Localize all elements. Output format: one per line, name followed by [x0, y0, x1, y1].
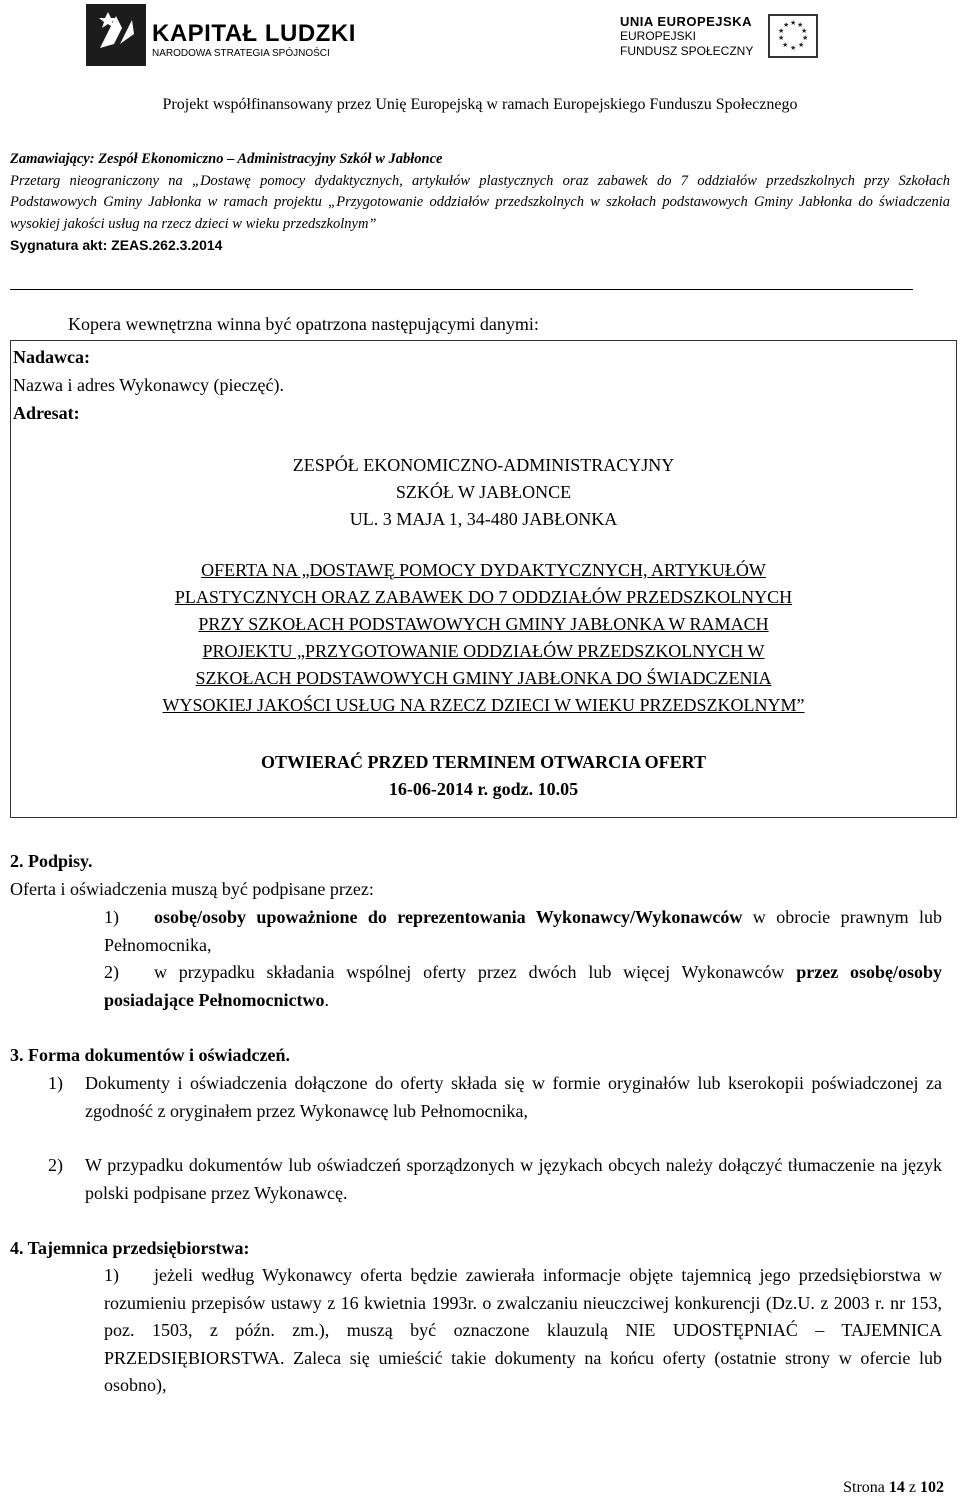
section-4-item-1-text: jeżeli według Wykonawcy oferta będzie zawierała informacje objęte tajemnicą jego przedsiębiorstwa w rozumieniu przepisów ustawy z 16 kwietnia 1993r. o zwalczaniu nieuczciwej konkurencji (Dz.U. z 2003 r. nr 153, poz. 1503, z późn. zm.), muszą być oznaczone klauzulą NIE UDOSTĘPNIAĆ – TAJEMNICA PRZEDSIĘBIORSTWA. Zaleca się umieścić takie dokumenty na końcu oferty (ostatnie strony w ofercie lub osobno),	[104, 1265, 942, 1395]
section-2-item-1-text: w obrocie prawnym lub Pełnomocnika,	[104, 907, 942, 955]
section-2-item-1	[104, 904, 942, 959]
project-funding-line: Projekt współfinansowany przez Unię Europejską w ramach Europejskiego Funduszu Społecznego	[162, 96, 798, 113]
section-3-item-2-text: W przypadku dokumentów lub oświadczeń sporządzonych w językach obcych należy dołączyć tłumaczenie na język polski podpisane przez Wykonawcę.	[85, 1155, 942, 1203]
section-4-item-1-number: 1)	[104, 1265, 119, 1285]
address-line-1: ZESPÓŁ EKONOMICZNO-ADMINISTRACYJNY	[292, 455, 675, 475]
offer-title-line-3: PRZY SZKOŁACH PODSTAWOWYCH GMINY JABŁONKA W RAMACH	[198, 614, 769, 634]
offer-title-line-1: OFERTA NA „DOSTAWĘ POMOCY DYDAKTYCZNYCH, ARTYKUŁÓW	[201, 560, 766, 580]
adresat-label: Adresat:	[13, 403, 80, 423]
header-divider	[10, 289, 913, 290]
svg-text:★: ★	[790, 44, 797, 52]
svg-text:★: ★	[801, 27, 808, 35]
footer-page-total: 102	[920, 1479, 944, 1496]
sygnatura-line: Sygnatura akt: ZEAS.262.3.2014	[10, 237, 223, 253]
footer-page-number: 14	[888, 1479, 905, 1496]
section-2-intro: Oferta i oświadczenia muszą być podpisane przez:	[10, 879, 374, 899]
przetarg-description: Przetarg nieograniczony na „Dostawę pomocy dydaktycznych, artykułów plastycznych oraz zabawek do 7 oddziałów przedszkolnych przy Szkołach Podstawowych Gminy Jabłonka w ramach projektu „Przygotowanie oddziałów przedszkolnych w szkołach podstawowych Gminy Jabłonka do świadczenia wysokiej jakości usług na rzecz dzieci w wieku przedszkolnym”	[10, 172, 950, 232]
section-2-item-2-number: 2)	[104, 962, 119, 982]
section-4-item-1	[104, 1262, 942, 1400]
kapital-ludzki-logo	[86, 4, 356, 66]
nadawca-value: Nazwa i adres Wykonawcy (pieczęć).	[13, 375, 284, 395]
envelope-label-box	[10, 340, 957, 818]
page-footer	[843, 1479, 944, 1497]
section-3-heading: 3. Forma dokumentów i oświadczeń.	[10, 1045, 290, 1065]
svg-text:★: ★	[782, 41, 789, 49]
svg-text:★: ★	[778, 27, 785, 35]
svg-text:★: ★	[778, 34, 785, 42]
kapital-ludzki-emblem-icon	[86, 4, 146, 66]
svg-text:★: ★	[802, 34, 809, 42]
section-2-item-2-text: w przypadku składania wspólnej oferty przez dwóch lub więcej Wykonawców	[154, 962, 797, 982]
opening-date: 16-06-2014 r. godz. 10.05	[388, 779, 579, 799]
address-line-2: SZKÓŁ W JABŁONCE	[395, 482, 572, 502]
section-3-item-1	[48, 1070, 942, 1125]
svg-text:★: ★	[797, 21, 804, 29]
svg-text:★: ★	[798, 41, 805, 49]
eu-logo	[620, 10, 840, 68]
section-2-item-1-number: 1)	[104, 907, 119, 927]
kapital-ludzki-subtitle: NARODOWA STRATEGIA SPÓJNOŚCI	[152, 48, 330, 59]
kapital-ludzki-title: KAPITAŁ LUDZKI	[152, 20, 356, 47]
eu-logo-line2: EUROPEJSKI	[620, 29, 697, 43]
section-2-item-1-bold: osobę/osoby upoważnione do reprezentowania Wykonawcy/Wykonawców	[154, 907, 743, 927]
eu-flag-icon	[768, 14, 818, 58]
svg-text:★: ★	[790, 19, 797, 27]
envelope-lead-text: Kopera wewnętrzna winna być opatrzona następującymi danymi:	[68, 314, 539, 334]
section-3-item-1-number: 1)	[48, 1073, 63, 1093]
offer-title-line-4: PROJEKTU „PRZYGOTOWANIE ODDZIAŁÓW PRZEDSZKOLNYCH W	[202, 641, 765, 661]
svg-text:★: ★	[783, 21, 790, 29]
section-3-item-1-text: Dokumenty i oświadczenia dołączone do oferty składa się w formie oryginałów lub kserokopii poświadczonej za zgodność z oryginałem przez Wykonawcę lub Pełnomocnika,	[85, 1073, 942, 1121]
section-2-item-2	[104, 959, 942, 1014]
section-4-heading: 4. Tajemnica przedsiębiorstwa:	[10, 1238, 250, 1258]
footer-strona-label: Strona	[843, 1479, 885, 1496]
offer-title-line-6: WYSOKIEJ JAKOŚCI USŁUG NA RZECZ DZIECI W WIEKU PRZEDSZKOLNYM”	[162, 695, 805, 715]
section-2-heading: 2. Podpisy.	[10, 851, 93, 871]
zamawiajacy-line: Zamawiający: Zespół Ekonomiczno – Administracyjny Szkół w Jabłonce	[10, 151, 443, 167]
offer-title-line-2: PLASTYCZNYCH ORAZ ZABAWEK DO 7 ODDZIAŁÓW PRZEDSZKOLNYCH	[174, 587, 793, 607]
document-meta	[10, 149, 950, 257]
section-2-item-2-end: .	[324, 989, 329, 1010]
footer-z-label: z	[908, 1479, 916, 1496]
eu-logo-text	[620, 14, 760, 59]
section-3-item-2-number: 2)	[48, 1155, 63, 1175]
logo-bar	[0, 0, 960, 80]
offer-title-line-5: SZKOŁACH PODSTAWOWYCH GMINY JABŁONKA DO ŚWIADCZENIA	[195, 668, 772, 688]
opening-notice: OTWIERAĆ PRZED TERMINEM OTWARCIA OFERT	[260, 752, 707, 772]
eu-logo-line1: UNIA EUROPEJSKA	[620, 14, 752, 29]
address-line-3: UL. 3 MAJA 1, 34-480 JABŁONKA	[349, 509, 618, 529]
section-3-item-2	[48, 1152, 942, 1207]
eu-logo-line3: FUNDUSZ SPOŁECZNY	[620, 44, 754, 58]
nadawca-label: Nadawca:	[13, 347, 90, 367]
section-2-item-2-bold: przez osobę/osoby posiadające Pełnomocnictwo	[104, 962, 942, 1010]
